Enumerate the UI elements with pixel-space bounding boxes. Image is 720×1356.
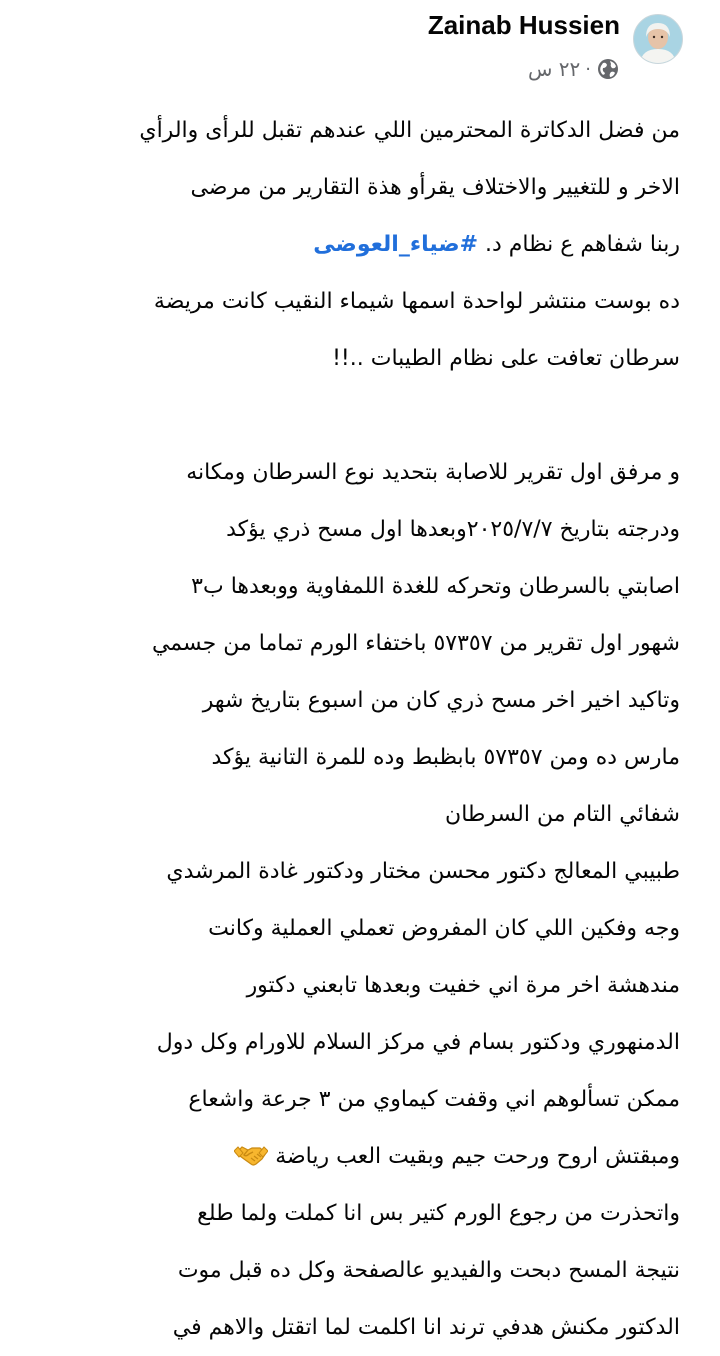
post-line-18: ممكن تسألوهم اني وقفت كيماوي من ٣ جرعة واشعاع — [188, 1087, 680, 1112]
post-line-3-text: ربنا شفاهم ع نظام د. — [485, 232, 680, 257]
post-line-9: اصابتي بالسرطان وتحركه للغدة اللمفاوية ووبعدها ب٣ — [191, 574, 680, 599]
globe-icon[interactable] — [596, 57, 620, 81]
post-line-19-text: ومبقتش اروح ورحت جيم وبقيت العب رياضة — [275, 1144, 680, 1169]
post-line-20: واتحذرت من رجوع الورم كتير بس انا كملت ولما طلع — [197, 1201, 680, 1226]
bottom-edge — [0, 1304, 720, 1310]
post-line-16: مندهشة اخر مرة اني خفيت وبعدها تابعني دكتور — [246, 973, 680, 998]
post-meta — [528, 56, 620, 82]
post-line-21: نتيجة المسح دبحت والفيديو عالصفحة وكل ده قبل موت — [177, 1258, 680, 1283]
post-line-1: من فضل الدكاترة المحترمين اللي عندهم تقبل للرأى والرأي — [139, 118, 680, 143]
avatar-photo-icon — [634, 15, 682, 63]
hashtag-link[interactable]: #ضياء_العوضى — [313, 232, 479, 257]
post-header — [0, 0, 720, 100]
post-line-22: الدكتور مكنش هدفي ترند انا اكلمت لما اتقتل والاهم في — [172, 1315, 680, 1340]
author-name[interactable]: Zainab Hussien — [427, 10, 620, 40]
post-line-15: وجه وفكين اللي كان المفروض تعملي العملية وكانت — [208, 916, 680, 941]
post-text — [20, 102, 680, 1356]
post-line-10: شهور اول تقرير من ٥٧٣٥٧ باختفاء الورم تماما من جسمي — [151, 631, 680, 656]
post-line-3 — [20, 216, 680, 273]
post-line-12: مارس ده ومن ٥٧٣٥٧ بابظبط وده للمرة التانية يؤكد — [211, 745, 680, 770]
post-time[interactable]: ٢٢ س — [528, 57, 581, 81]
post-blank-line — [20, 387, 680, 444]
post-line-13: شفائي التام من السرطان — [445, 802, 680, 827]
post-line-5: سرطان تعافت على نظام الطيبات ..!! — [332, 346, 680, 371]
avatar[interactable] — [633, 14, 683, 64]
post-line-7: و مرفق اول تقرير للاصابة بتحديد نوع السرطان ومكانه — [186, 460, 680, 485]
post-line-14: طبيبي المعالج دكتور محسن مختار ودكتور غادة المرشدي — [166, 859, 680, 884]
post-line-11: وتاكيد اخير اخر مسح ذري كان من اسبوع بتاريخ شهر — [202, 688, 680, 713]
post-line-19 — [20, 1128, 680, 1185]
handshake-icon — [234, 1134, 268, 1162]
meta-separator: · — [585, 58, 591, 80]
post-line-2: الاخر و للتغيير والاختلاف يقرأو هذة التقارير من مرضى — [190, 175, 680, 200]
post-line-17: الدمنهوري ودكتور بسام في مركز السلام للاورام وكل دول — [156, 1030, 680, 1055]
post-line-8: ودرجته بتاريخ ٢٠٢٥/٧/٧وبعدها اول مسح ذري يؤكد — [226, 517, 680, 542]
post-line-4: ده بوست منتشر لواحدة اسمها شيماء النقيب كانت مريضة — [153, 289, 680, 314]
